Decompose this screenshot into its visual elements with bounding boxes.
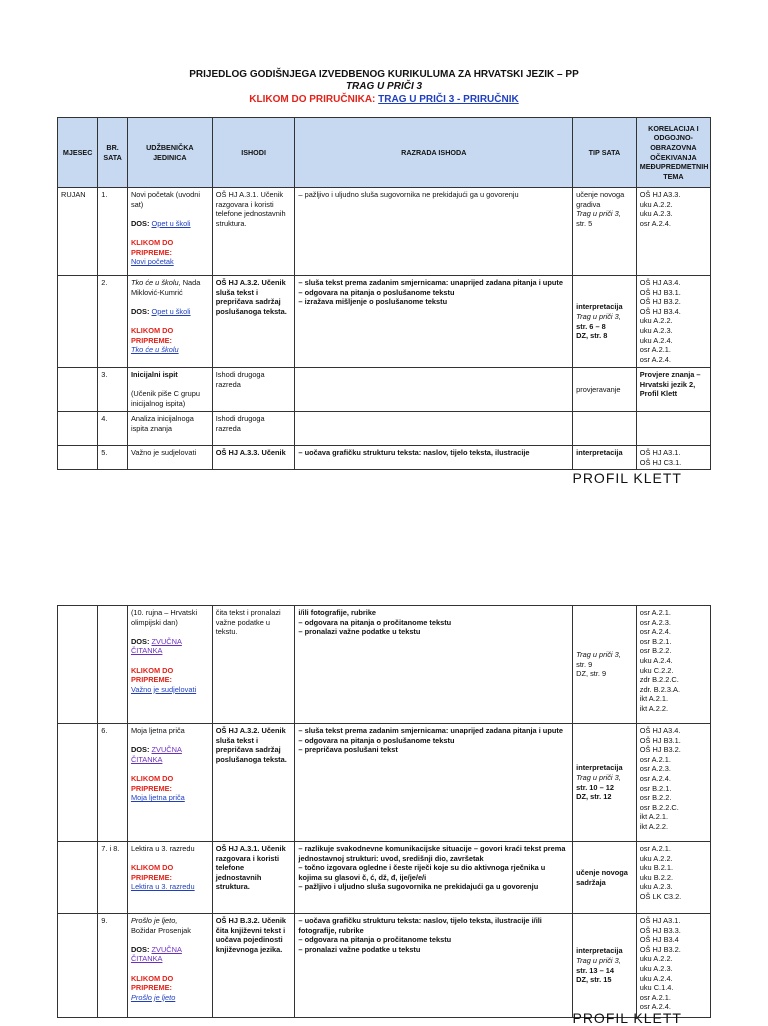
row-outcome-detail: – sluša tekst prema zadanim smjernicama: unaprijed zadana pitanja i upute – odgovara na pitanja o poslušanome tekstu – prepričava poslušani tekst (295, 724, 573, 842)
row-lesson-type (573, 724, 637, 842)
row-outcome-detail: – sluša tekst prema zadanim smjernicama: unaprijed zadana pitanja i upute – odgovara na pitanja o poslušanome tekstu – izražava mišljenje o poslušanome tekstu (295, 276, 573, 368)
table-row (58, 606, 711, 724)
row-correlation: osr A.2.1. osr A.2.3. osr A.2.4. osr B.2.1. osr B.2.2. uku A.2.4. uku C.2.2. zdr B.2.2.C. zdr. B.2.3.A. ikt A.2.1. ikt A.2.2. (636, 606, 710, 724)
row-month (58, 368, 98, 412)
dos-label: DOS: (130, 306, 150, 316)
row-number: 5. (98, 446, 128, 470)
row-correlation (636, 412, 710, 446)
row-unit: Važno je sudjelovati (127, 446, 212, 470)
page-2 (0, 560, 768, 1024)
col-month: MJESEC (58, 118, 98, 188)
row-correlation: osr A.2.1. uku A.2.2. uku B.2.1. uku B.2.2. uku A.2.3. OŠ LK C3.2. (636, 842, 710, 914)
dos-link[interactable]: ZVUČNA ČITANKA (130, 636, 182, 656)
unit-title: Moja ljetna priča (130, 726, 185, 735)
table-row (58, 446, 711, 470)
dos-label: DOS: (130, 944, 150, 954)
row-lesson-type (573, 914, 637, 1018)
row-number: 6. (98, 724, 128, 842)
unit-title: Novi početak (uvodni sat) (130, 190, 200, 209)
lesson-type: interpretacija (576, 763, 623, 773)
row-outcome: OŠ HJ A.3.2. Učenik sluša tekst i prepričava sadržaj poslušanoga teksta. (212, 276, 295, 368)
klik-link[interactable]: Prošlo je ljeto (130, 992, 176, 1002)
row-outcome-detail: – pažljivo i uljudno sluša sugovornika ne prekidajući ga u govorenju (295, 188, 573, 276)
manual-link-line (0, 93, 768, 106)
dos-link[interactable]: ZVUČNA ČITANKA (130, 745, 182, 764)
row-lesson-type: interpretacija (573, 446, 637, 470)
textbook-ref: Trag u priči 3, (576, 955, 621, 965)
document-title: PRIJEDLOG GODIŠNJEGA IZVEDBENOG KURIKULUMA ZA HRVATSKI JEZIK – PP (189, 69, 579, 80)
row-outcome: Ishodi drugoga razreda (212, 412, 295, 446)
row-month (58, 842, 98, 914)
textbook-ref: Trag u priči 3, (576, 209, 621, 219)
dos-label: DOS: (130, 745, 150, 755)
manual-link[interactable]: TRAG U PRIČI 3 - PRIRUČNIK (378, 94, 519, 105)
row-number: 1. (98, 188, 128, 276)
row-correlation: OŠ HJ A3.1. OŠ HJ B3.3. OŠ HJ B3.4 OŠ HJ B3.2. uku A.2.2. uku A.2.3. uku A.2.4. uku C.1.4. osr A.2.1. osr A.2.4. (636, 914, 710, 1018)
row-outcome: čita tekst i pronalazi važne podatke u tekstu. (212, 606, 295, 724)
dos-link[interactable]: Opet u školi (151, 306, 191, 316)
row-outcome-detail (295, 368, 573, 412)
unit-title: Lektira u 3. razredu (130, 844, 195, 853)
row-month (58, 724, 98, 842)
row-lesson-type: provjeravanje (573, 368, 637, 412)
dos-label: DOS: (130, 218, 150, 228)
row-unit (127, 842, 212, 914)
col-unit: UDŽBENIČKA JEDINICA (127, 118, 212, 188)
col-outcomes: ISHODI (212, 118, 295, 188)
table-row (58, 842, 711, 914)
row-correlation: OŠ HJ A3.4. OŠ HJ B3.1. OŠ HJ B3.2. osr A.2.1. osr A.2.3. osr A.2.4. osr B.2.1. osr B.2.2. osr B.2.2.C. ikt A.2.1. ikt A.2.2. (636, 724, 710, 842)
row-month (58, 412, 98, 446)
row-outcome: OŠ HJ A.3.1. Učenik razgovara i koristi telefone jednostavnih struktura. (212, 188, 295, 276)
row-outcome-detail: i/ili fotografije, rubrike – odgovara na pitanja o pročitanome tekstu – pronalazi važne podatke u tekstu (295, 606, 573, 724)
row-lesson-type (573, 412, 637, 446)
row-lesson-type (573, 276, 637, 368)
curriculum-table-1 (57, 117, 711, 470)
row-outcome: OŠ HJ A.3.2. Učenik sluša tekst i prepričava sadržaj poslušanoga teksta. (212, 724, 295, 842)
row-correlation: OŠ HJ A3.1. OŠ HJ C3.1. (636, 446, 710, 470)
page-ref: str. 9 DZ, str. 9 (576, 659, 607, 679)
page-ref: str. 5 (576, 218, 593, 228)
table-row (58, 412, 711, 446)
table-row (58, 276, 711, 368)
page-ref: str. 6 – 8 DZ, str. 8 (576, 321, 608, 341)
row-unit: Analiza inicijalnoga ispita znanja (127, 412, 212, 446)
row-outcome: OŠ HJ B.3.2. Učenik čita književni tekst i uočava pojedinosti književnoga jezika. (212, 914, 295, 1018)
page-ref: str. 10 – 12 DZ, str. 12 (576, 782, 614, 802)
page-ref: str. 13 – 14 DZ, str. 15 (576, 965, 614, 985)
row-correlation: Provjere znanja – Hrvatski jezik 2, Profil Klett (636, 368, 710, 412)
footer-brand-2: PROFIL KLETT (572, 1010, 682, 1026)
row-outcome: OŠ HJ A.3.1. Učenik razgovara i koristi telefone jednostavnih struktura. (212, 842, 295, 914)
row-number: 7. i 8. (98, 842, 128, 914)
page-gap (0, 540, 768, 560)
row-correlation: OŠ HJ A3.4. OŠ HJ B3.1. OŠ HJ B3.2. OŠ HJ B3.4. uku A.2.2. uku A.2.3. uku A.2.4. osr A.2.1. osr A.2.4. (636, 276, 710, 368)
klik-link[interactable]: Novi početak (130, 257, 174, 267)
row-number: 4. (98, 412, 128, 446)
row-unit (127, 276, 212, 368)
dos-link[interactable]: ZVUČNA ČITANKA (130, 944, 182, 964)
col-number: BR. SATA (98, 118, 128, 188)
unit-author: Božidar Prosenjak (130, 925, 191, 935)
row-unit (127, 914, 212, 1018)
row-number: 2. (98, 276, 128, 368)
row-unit (127, 368, 212, 412)
unit-title: Tko će u školu, (130, 278, 181, 287)
row-lesson-type: učenje novoga sadržaja (573, 842, 637, 914)
klik-link[interactable]: Tko će u školu (130, 345, 179, 355)
col-correlation: KORELACIJA I ODGOJNO-OBRAZOVNA OČEKIVANJA MEĐUPREDMETNIH TEMA (636, 118, 710, 188)
unit-title: Prošlo je ljeto, (130, 916, 178, 925)
row-outcome-detail: – uočava grafičku strukturu teksta: naslov, tijelo teksta, ilustracije (295, 446, 573, 470)
lesson-type: interpretacija (576, 302, 623, 312)
col-outcome-detail: RAZRADA ISHODA (295, 118, 573, 188)
table-row (58, 368, 711, 412)
row-number: 9. (98, 914, 128, 1018)
lesson-type: učenje novoga gradiva (576, 190, 625, 209)
manual-link-prefix: KLIKOM DO PRIRUČNIKA: (249, 94, 376, 105)
row-outcome: OŠ HJ A.3.3. Učenik (212, 446, 295, 470)
klik-label: KLIKOM DO PRIPREME: (130, 325, 174, 345)
dos-link[interactable]: Opet u školi (151, 218, 191, 228)
row-outcome-detail: – razlikuje svakodnevne komunikacijske situacije – govori kraći tekst prema jednostavnoj strukturi: uvod, središnji dio, završetak – točno izgovara ogledne i česte riječi koje su dio aktivnoga rječnika u kojima su glasovi č, ć, dž, đ, ije/je/e/i – pažljivo i uljudno sluša sugovornika ne prekidajući ga u govorenju (295, 842, 573, 914)
row-outcome-detail: – uočava grafičku strukturu teksta: naslov, tijelo teksta, ilustracije i/ili fotografije, rubrike – odgovara na pitanja o pročitanome tekstu – pronalazi važne podatke u tekstu (295, 914, 573, 1018)
table-row (58, 914, 711, 1018)
row-number: 3. (98, 368, 128, 412)
row-month (58, 446, 98, 470)
klik-label: KLIKOM DO PRIPREME: (130, 237, 174, 257)
col-lesson-type: TIP SATA (573, 118, 637, 188)
klik-link[interactable]: Lektira u 3. razredu (130, 882, 195, 892)
row-unit (127, 606, 212, 724)
document-subtitle: TRAG U PRIČI 3 (345, 81, 423, 92)
klik-label: KLIKOM DO PRIPREME: (130, 773, 174, 793)
textbook-ref: Trag u priči 3, (576, 650, 621, 660)
footer-brand: PROFIL KLETT (572, 470, 682, 486)
row-month (58, 606, 98, 724)
row-number (98, 606, 128, 724)
row-correlation: OŠ HJ A3.3. uku A.2.2. uku A.2.3. osr A.2.4. (636, 188, 710, 276)
row-lesson-type (573, 188, 637, 276)
unit-title: (10. rujna – Hrvatski olimpijski dan) (130, 608, 198, 627)
table-row (58, 724, 711, 842)
row-lesson-type (573, 606, 637, 724)
textbook-ref: Trag u priči 3, (576, 772, 621, 782)
klik-label: KLIKOM DO PRIPREME: (130, 973, 174, 993)
klik-link[interactable]: Važno je sudjelovati (130, 684, 197, 694)
row-month (58, 276, 98, 368)
klik-label: KLIKOM DO PRIPREME: (130, 863, 174, 882)
klik-link[interactable]: Moja ljetna priča (130, 793, 185, 803)
unit-author: Nada Miklović-Kumrić (130, 278, 201, 297)
table-row (58, 188, 711, 276)
lesson-type: interpretacija (576, 946, 623, 956)
row-unit (127, 188, 212, 276)
dos-label: DOS: (130, 636, 150, 646)
row-month (58, 914, 98, 1018)
unit-title: Inicijalni ispit (130, 370, 178, 379)
curriculum-table-2 (57, 605, 711, 1018)
row-unit (127, 724, 212, 842)
row-month: RUJAN (58, 188, 98, 276)
row-outcome-detail (295, 412, 573, 446)
klik-label: KLIKOM DO PRIPREME: (130, 665, 174, 685)
unit-note: (Učenik piše C grupu inicijalnog ispita) (130, 389, 200, 408)
row-outcome: Ishodi drugoga razreda (212, 368, 295, 412)
textbook-ref: Trag u priči 3, (576, 311, 621, 321)
